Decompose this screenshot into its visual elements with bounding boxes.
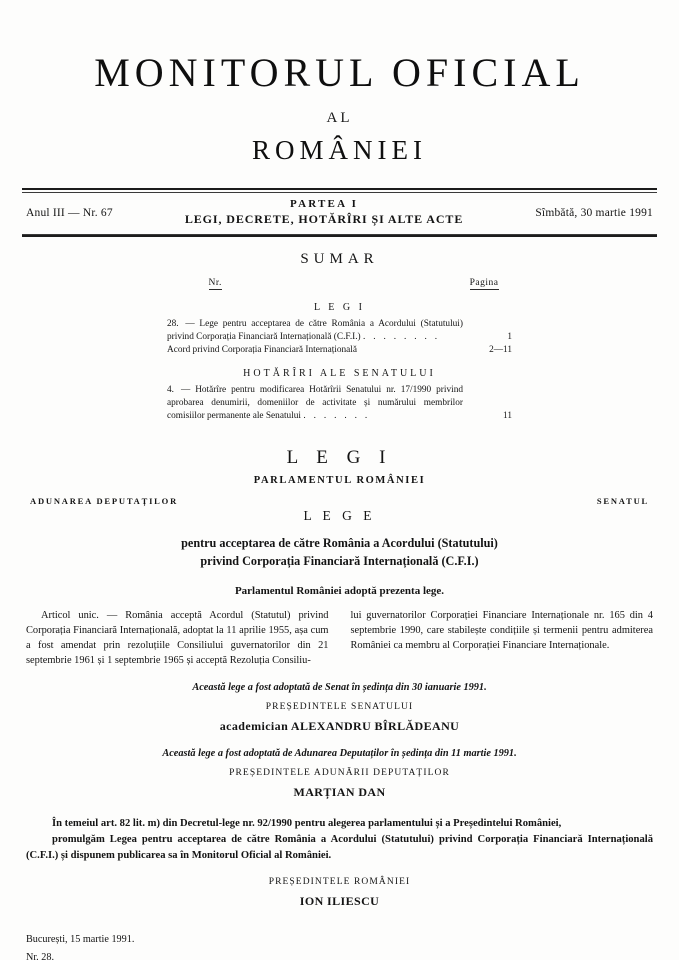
summary-entry-dash: — [185,319,195,329]
summary-column-headers [175,278,505,292]
senate-office-label: PREȘEDINTELE SENATULUI [265,701,414,712]
issue-part-label: PARTEA I [290,198,359,210]
document-footer [0,931,679,966]
masthead-country: ROMÂNIEI [252,135,427,165]
deputies-signer-name: MARȚIAN DAN [293,784,386,799]
masthead-al: AL [326,110,353,126]
law-word: L E G E [303,508,376,524]
summary-entry-text [167,344,463,357]
summary-entry-page: 2—11 [489,345,512,356]
summary-entry-page: 11 [503,410,512,421]
deputies-adoption-note: Această lege a fost adoptată de Adunarea Deputaților în ședința din 11 martie 1991. [162,747,517,759]
issue-year-number: Anul III — Nr. 67 [26,206,113,219]
summary-entry[interactable] [167,384,512,424]
article-column-left [26,608,329,668]
law-subtitle [0,535,679,570]
president-signer-name: ION ILIESCU [299,894,380,909]
summary-heading-hotariri: HOTĂRÎRI ALE SENATULUI [243,367,436,379]
summary-entry-page: 1 [507,332,512,343]
summary-title: SUMAR [300,251,379,267]
law-subtitle-line1: pentru acceptarea de către România a Acordului (Statutului) [181,536,498,551]
summary-section [0,251,679,423]
summary-entry-text [167,384,463,424]
summary-entry[interactable] [167,318,512,344]
article-column-right [351,608,654,668]
rule-bottom-thick [22,235,657,237]
summary-col-nr: Nr. [208,278,222,288]
chambers-row [0,486,679,506]
article-text-right: lui guvernatorilor Corporației Financiare Internaționale nr. 165 din 4 septembrie 1990, care stabilește condițiile și termenii pentru admiterea României ca membru al Corporației Financiare Internaționale. [350,609,653,651]
law-subtitle-line2: privind Corporația Financiară Internațională (C.F.I.) [200,553,479,568]
summary-entry-title: Acord privind Corporația Financiară Internațională [167,345,358,356]
issue-part-subtitle: LEGI, DECRETE, HOTĂRÎRI ȘI ALTE ACTE [184,212,464,226]
summary-entry-text [167,318,463,344]
president-office-label: PREȘEDINTELE ROMÂNIEI [268,877,411,888]
summary-entry-number: 28. [167,319,179,329]
parliament-label: PARLAMENTUL ROMÂNIEI [253,475,426,487]
masthead [0,0,679,166]
promulgation-paragraph-1: În temeiul art. 82 lit. m) din Decretul-lege nr. 92/1990 pentru alegerea parlamentului și a Președintelui României, [52,817,562,829]
summary-heading-legi: L E G I [314,302,365,313]
summary-entry-title: Lege pentru acceptarea de către România a Acordului (Statutului) privind Corporația Financiară Internațională (C.F.I.) [167,319,463,343]
rule-top-thick [22,188,657,190]
issue-part-block [113,198,536,227]
enacting-clause: Parlamentul României adoptă prezenta lege. [234,584,445,597]
laws-heading: L E G I [286,447,393,469]
summary-entry-number: 4. [167,384,174,395]
article-columns [0,608,679,668]
issue-date: Sîmbătă, 30 martie 1991 [535,206,653,219]
summary-entry-dots: . . . . . . . . [362,332,440,343]
senate-signer-name: academician ALEXANDRU BÎRLĂDEANU [219,718,460,733]
publication-title: MONITORUL OFICIAL [94,50,585,95]
chamber-senate-label: SENATUL [596,496,649,507]
issue-bar [0,188,679,237]
footer-place-date: București, 15 martie 1991. [26,934,135,946]
summary-entry-dots: . . . . . . . [303,410,370,421]
summary-entry-dash: — [180,384,191,395]
chamber-deputies-label: ADUNAREA DEPUTAȚILOR [30,496,179,507]
deputies-office-label: PREȘEDINTELE ADUNĂRII DEPUTAȚILOR [229,767,450,778]
promulgation-block [0,816,679,864]
issue-bar-content [0,193,679,232]
senate-adoption-note: Această lege a fost adoptată de Senat în ședința din 30 ianuarie 1991. [192,681,487,693]
summary-entry-title: Hotărîre pentru modificarea Hotărîrii Senatului nr. 17/1990 privind aprobarea denumirii, domeniilor de activitate și numărului membrilor comisiilor permanente ale Senatului [167,384,463,421]
footer-number: Nr. 28. [26,951,55,963]
article-text-left: Articol unic. — România acceptă Acordul (Statutul) privind Corporația Financiară Internațională, adoptat la 11 aprilie 1955, așa cum a fost amendat prin rezoluțiile Consiliului guvernatorilor din 21 septembrie 1961 și 1 septembrie 1965 și acceptă Rezoluția Consiliu- [26,609,329,666]
summary-entry[interactable] [167,344,512,357]
promulgation-paragraph-2: promulgăm Legea pentru acceptarea de către România a Acordului (Statutului) privind Corporația Financiară Internațională (C.F.I.) și dispunem publicarea sa în Monitorul Oficial al României. [26,833,653,861]
laws-heading-block [0,447,679,486]
summary-col-pagina: Pagina [469,278,499,288]
